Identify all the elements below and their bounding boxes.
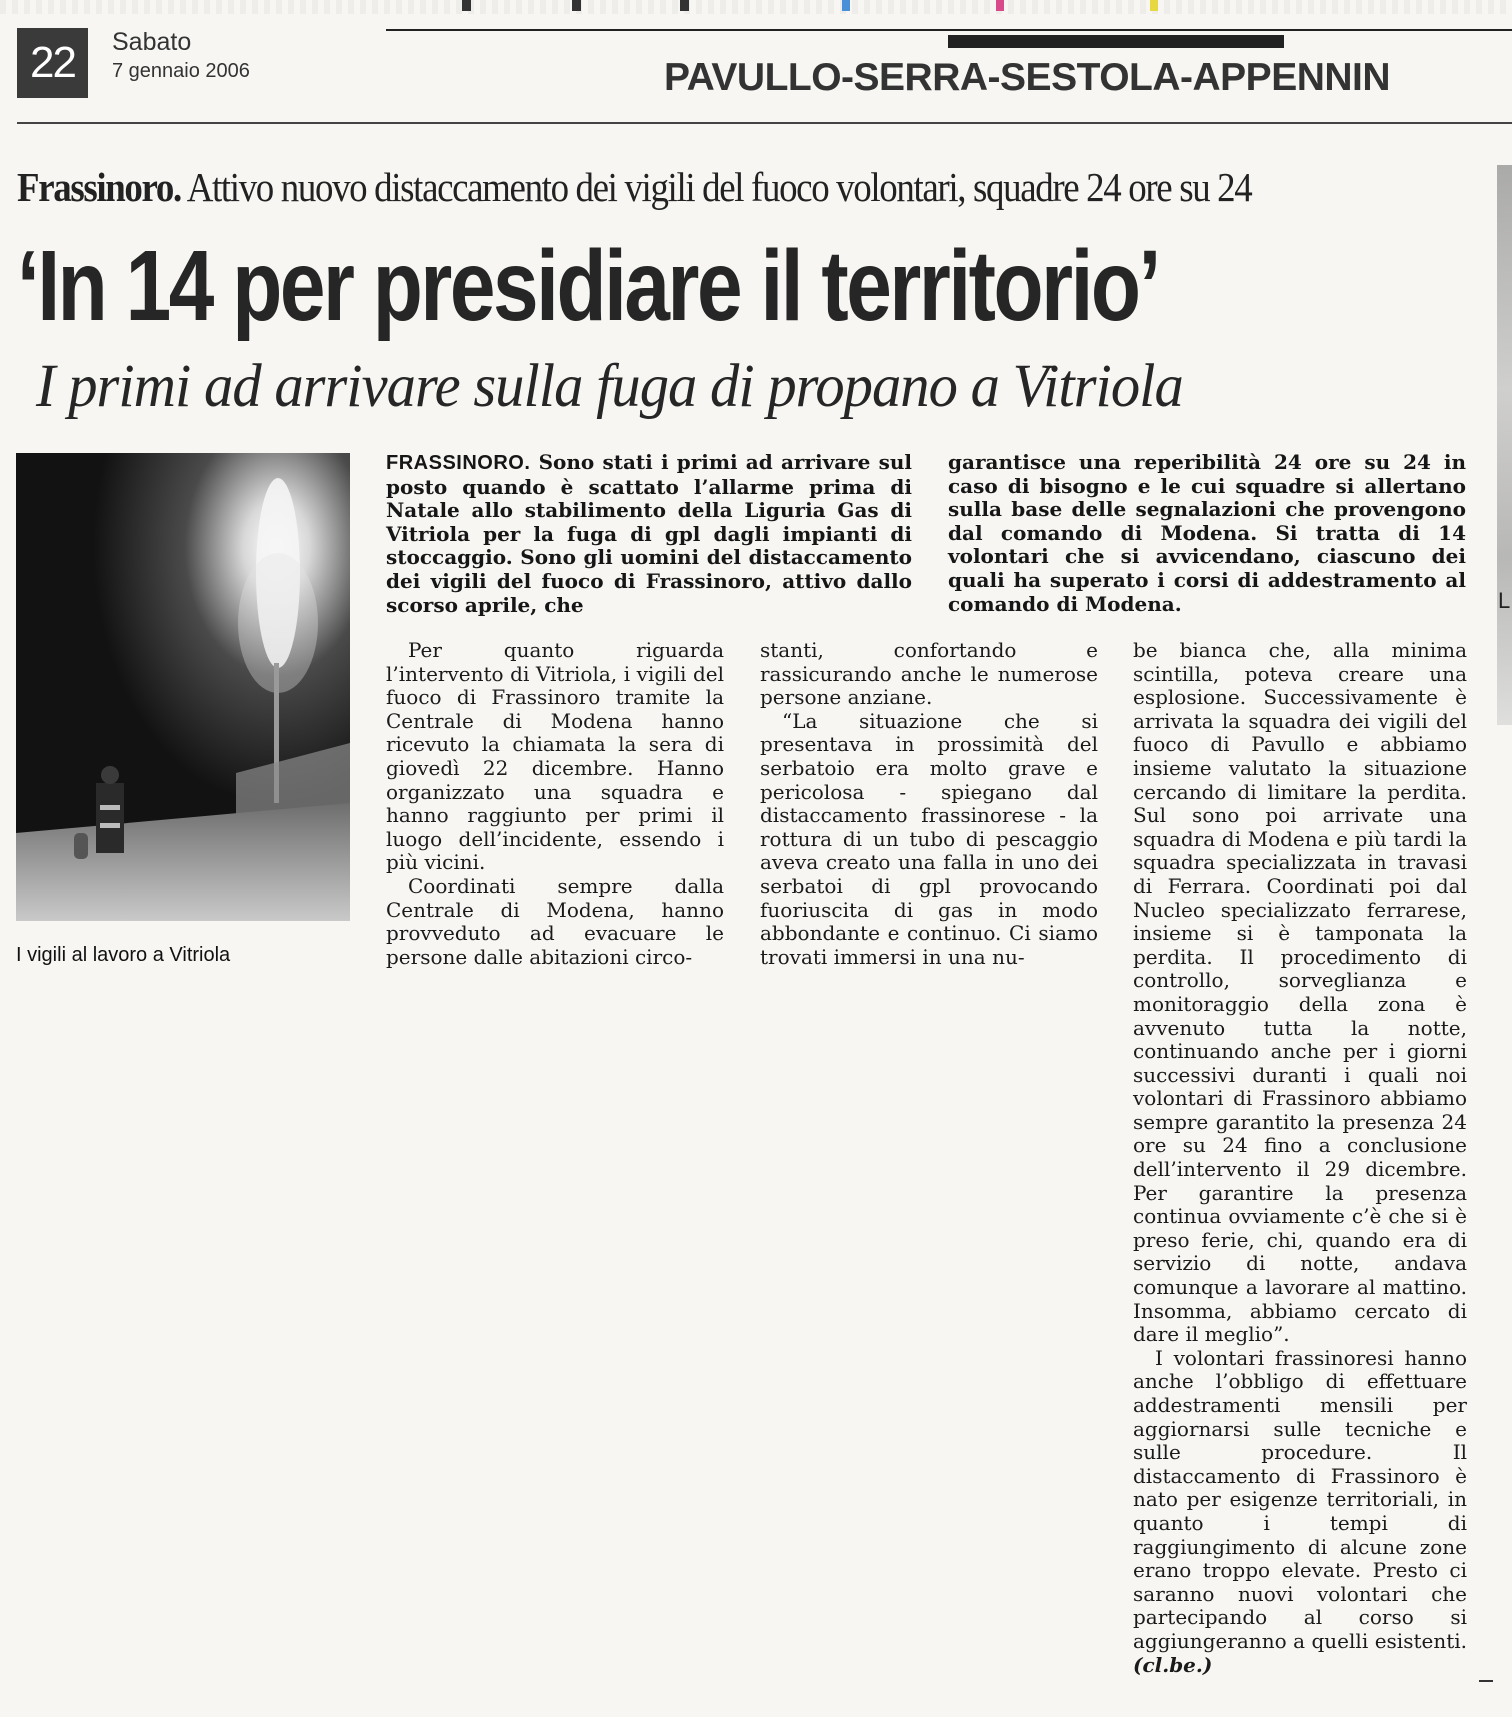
photo-firefighters-flare (16, 453, 350, 921)
body-paragraph: Per quanto riguarda l’intervento di Vitriola, i vigili del fuoco di Frassinoro tramite la Centrale di Modena hanno ricevuto la chiamata la sera di giovedì 22 dicembre. Hanno organizzato una squadra e hanno raggiunto per primi il luogo dell’incidente, essendo i più vicini. (386, 638, 724, 875)
article-photo (16, 453, 350, 921)
body-column-1 (386, 639, 724, 969)
body-paragraph: stanti, confortando e rassicurando anche le numerose persone anziane. (760, 638, 1098, 710)
issue-date: 7 gennaio 2006 (112, 60, 250, 82)
article-kicker (17, 163, 1251, 211)
photo-caption: I vigili al lavoro a Vitriola (16, 944, 231, 966)
issue-day: Sabato (112, 28, 192, 56)
body-paragraph: be bianca che, alla minima scintilla, poteva creare una esplosione. Successivamente è arrivata la squadra dei vigili del fuoco di Pavullo e abbiamo insieme valutato la situazione cercando di limitare la perdita. Sul sono poi arrivate una squadra di Modena e più tardi la squadra specializzata in travasi di Ferrara. Coordinati poi dal Nucleo specializzato ferrarese, insieme si è tamponata la perdita. Il procedimento di controllo, sorveglianza e monitoraggio della zona è avvenuto tutta la notte, continuando anche per i giorni successivi duranti i quali noi volontari di Frassinoro abbiamo sempre garantito la presenza 24 ore su 24 fino a conclusione dell’intervento il 29 dicembre. Per garantire la presenza continua ovviamente c’è che si è preso ferie, chi, quando era di servizio di notte, andava comunque a lavorare al mattino. Insomma, abbiamo cercato di dare il meglio”. (1133, 638, 1467, 1347)
intro-text-2: garantisce una reperibilità 24 ore su 24 in caso di bisogno e le cui squadre si allertano sulla base delle segnalazioni che provengono dal comando di Modena. Si tratta di 14 volontari che si avvicendano, ciascuno dei quali ha superato i corsi di addestramento al comando di Modena. (948, 450, 1466, 616)
section-bar (948, 35, 1284, 48)
top-rule (386, 29, 1512, 31)
kicker-text: Attivo nuovo distaccamento dei vigili del fuoco volontari, squadre 24 ore su 24 (186, 164, 1252, 210)
byline: (cl.be.) (1133, 1652, 1213, 1677)
page-number: 22 (17, 28, 88, 98)
kicker-place: Frassinoro. (17, 164, 181, 210)
registration-mark (462, 0, 471, 11)
closing-text: I volontari frassinoresi hanno anche l’obbligo di effettuare addestramenti mensili per aggiornarsi sulle tecniche e sulle procedure. Il distaccamento di Frassinoro è nato per esigenze territoriali, in quanto i tempi di raggiungimento di alcune zone erano troppo elevate. Presto ci saranno nuovi volontari che partecipando al corso si aggiungeranno a quelli esistenti. (1133, 1345, 1467, 1653)
registration-mark (680, 0, 689, 11)
article-subheadline: I primi ad arrivare sulla fuga di propano a Vitriola (36, 353, 1183, 420)
column-end-rule (1479, 1680, 1493, 1682)
body-column-3 (1133, 639, 1467, 1677)
color-registration-magenta (996, 0, 1004, 11)
adjacent-article-edge (1497, 165, 1512, 725)
header-rule (17, 122, 1512, 124)
color-registration-cyan (842, 0, 850, 11)
intro-column-1 (386, 451, 912, 617)
section-title: PAVULLO-SERRA-SESTOLA-APPENNIN (664, 56, 1391, 99)
body-paragraph (1133, 1347, 1467, 1677)
article-headline: ‘In 14 per presidiare il territorio’ (17, 230, 1159, 342)
intro-column-2 (948, 451, 1466, 616)
body-column-2 (760, 639, 1098, 969)
print-registration-strip (0, 0, 1512, 14)
adjacent-article-letter: L (1498, 588, 1511, 613)
color-registration-yellow (1150, 0, 1158, 11)
intro-text-1: Sono stati i primi ad arrivare sul posto quando è scattato l’allarme prima di Natale allo stabilimento della Liguria Gas di Vitriola per la fuga di gpl dagli impianti di stoccaggio. Sono gli uomini del distaccamento dei vigili del fuoco di Frassinoro, attivo dallo scorso aprile, che (386, 450, 913, 617)
body-paragraph: “La situazione che si presentava in prossimità del serbatoio era molto grave e pericolosa - spiegano dal distaccamento frassinorese - la rottura di un tubo di pescaggio aveva creato una falla in uno dei serbatoi di gpl provocando fuoriuscita di gas in modo abbondante e continuo. Ci siamo trovati immersi in una nu- (760, 708, 1098, 969)
registration-mark (572, 0, 581, 11)
intro-dateline: FRASSINORO. (386, 452, 531, 474)
body-paragraph: Coordinati sempre dalla Centrale di Modena, hanno provveduto ad evacuare le persone dalle abitazioni circo- (386, 873, 724, 969)
